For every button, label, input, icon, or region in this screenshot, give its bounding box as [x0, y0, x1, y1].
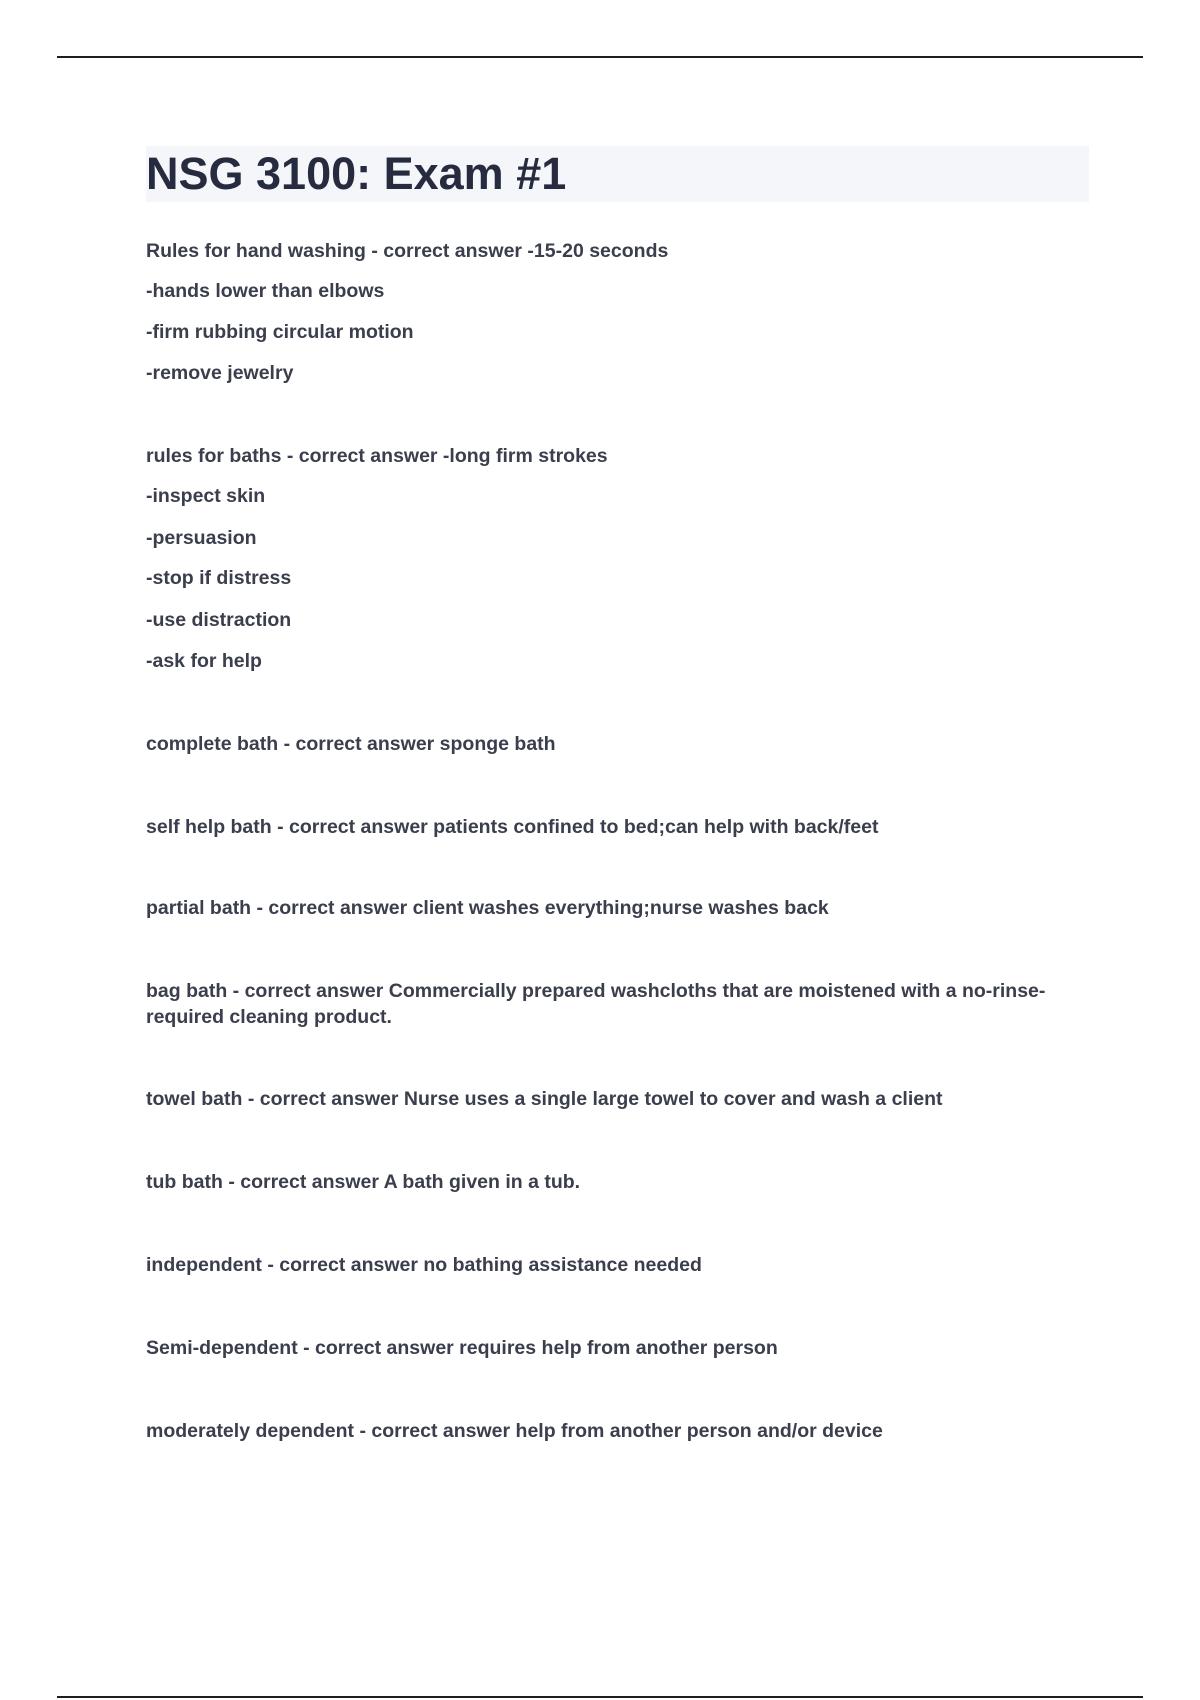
qa-line: -firm rubbing circular motion — [146, 321, 414, 343]
qa-line: complete bath - correct answer sponge bath — [146, 733, 556, 755]
qa-line: moderately dependent - correct answer help from another person and/or device — [146, 1420, 883, 1442]
qa-line: bag bath - correct answer Commercially prepared washcloths that are moistened with a no-rinse-required cleaning product. — [146, 980, 1046, 1028]
top-divider — [57, 56, 1143, 58]
qa-line: Semi-dependent - correct answer requires help from another person — [146, 1337, 778, 1359]
qa-line: -persuasion — [146, 527, 257, 549]
qa-line: self help bath - correct answer patients confined to bed;can help with back/feet — [146, 816, 879, 838]
qa-line: Rules for hand washing - correct answer -15-20 seconds — [146, 240, 669, 262]
qa-line: -inspect skin — [146, 485, 266, 507]
qa-line: -ask for help — [146, 650, 262, 672]
qa-line: -stop if distress — [146, 567, 292, 589]
qa-line: -use distraction — [146, 609, 292, 631]
qa-line: -hands lower than elbows — [146, 280, 385, 302]
qa-line: independent - correct answer no bathing assistance needed — [146, 1254, 702, 1276]
qa-line: partial bath - correct answer client washes everything;nurse washes back — [146, 897, 829, 919]
qa-line: tub bath - correct answer A bath given in a tub. — [146, 1171, 581, 1193]
qa-line: -remove jewelry — [146, 362, 294, 384]
document-title: NSG 3100: Exam #1 — [146, 148, 567, 199]
qa-line: towel bath - correct answer Nurse uses a single large towel to cover and wash a client — [146, 1088, 943, 1110]
bottom-divider — [57, 1696, 1143, 1698]
qa-line: rules for baths - correct answer -long firm strokes — [146, 445, 608, 467]
